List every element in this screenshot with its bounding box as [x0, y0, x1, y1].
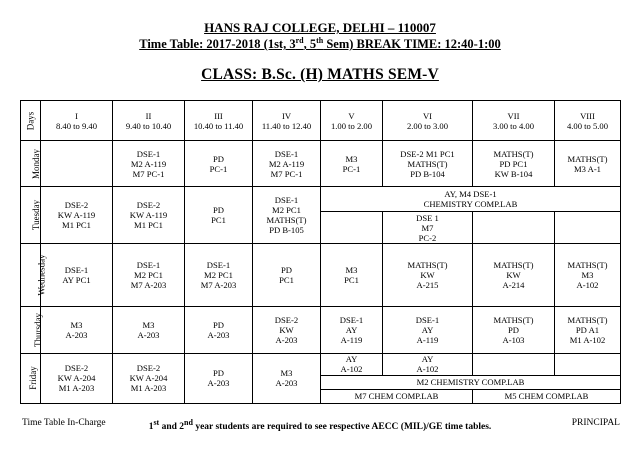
timetable-header: Time Table: 2017-2018 (1st, 3rd, 5th Sem) BREAK TIME: 12:40-1:00	[139, 36, 501, 52]
class-title: CLASS: B.Sc. (H) MATHS SEM-V	[201, 66, 439, 83]
schedule-cell: MATHS(T) M3 A-1	[555, 141, 621, 187]
day-thursday: Thursday	[21, 306, 41, 353]
schedule-cell: DSE-2 KW A-204 M1 A-203	[41, 353, 113, 403]
schedule-cell: DSE-2 KW A-119 M1 PC1	[113, 187, 185, 244]
period-header: III 10.40 to 11.40	[185, 101, 253, 141]
days-header: Days	[21, 101, 41, 141]
schedule-cell: DSE 1 M7 PC-2	[383, 212, 473, 244]
schedule-cell: PD PC1	[185, 187, 253, 244]
schedule-cell: DSE-2 KW A-119 M1 PC1	[41, 187, 113, 244]
wednesday-row	[21, 244, 621, 306]
schedule-cell: MATHS(T) PD A1 M1 A-102	[555, 306, 621, 353]
schedule-cell: M3 A-203	[113, 306, 185, 353]
day-monday: Monday	[21, 141, 41, 187]
schedule-cell	[41, 141, 113, 187]
period-header: I 8.40 to 9.40	[41, 101, 113, 141]
schedule-cell: MATHS(T) PD A-103	[473, 306, 555, 353]
schedule-cell: MATHS(T) M3 A-102	[555, 244, 621, 306]
period-header: VIII 4.00 to 5.00	[555, 101, 621, 141]
thursday-row	[21, 306, 621, 353]
period-header: VII 3.00 to 4.00	[473, 101, 555, 141]
day-tuesday: Tuesday	[21, 187, 41, 244]
schedule-cell: DSE-1 AY A-119	[321, 306, 383, 353]
day-wednesday: Wednesday	[21, 244, 41, 306]
schedule-cell: MATHS(T) PD PC1 KW B-104	[473, 141, 555, 187]
schedule-cell: DSE-1 AY PC1	[41, 244, 113, 306]
footer-note: 1st and 2nd year students are required to see respective AECC (MIL)/GE time tables.	[148, 418, 492, 433]
friday-row	[21, 353, 621, 375]
schedule-cell: DSE-1 M2 A-119 M7 PC-1	[113, 141, 185, 187]
schedule-cell: PD A-203	[185, 306, 253, 353]
college-title: HANS RAJ COLLEGE, DELHI – 110007	[204, 20, 436, 35]
schedule-cell: PD A-203	[185, 353, 253, 403]
header-row	[21, 101, 621, 141]
lab-cell: M2 CHEMISTRY COMP.LAB	[321, 375, 621, 389]
schedule-cell: M3 A-203	[41, 306, 113, 353]
schedule-cell: DSE-1 M2 A-119 M7 PC-1	[253, 141, 321, 187]
schedule-cell: DSE-2 M1 PC1 MATHS(T) PD B-104	[383, 141, 473, 187]
schedule-cell: PD PC-1	[185, 141, 253, 187]
lab-cell: AY, M4 DSE-1 CHEMISTRY COMP.LAB	[321, 187, 621, 212]
schedule-cell: DSE-1 M2 PC1 M7 A-203	[113, 244, 185, 306]
schedule-cell: DSE-1 AY A-119	[383, 306, 473, 353]
schedule-cell: DSE-2 KW A-203	[253, 306, 321, 353]
schedule-cell: PD PC1	[253, 244, 321, 306]
schedule-cell: AY A-102	[321, 353, 383, 375]
principal-signature: PRINCIPAL	[571, 418, 620, 428]
schedule-cell: DSE-2 KW A-204 M1 A-203	[113, 353, 185, 403]
schedule-cell: DSE-1 M2 PC1 MATHS(T) PD B-105	[253, 187, 321, 244]
period-header: VI 2.00 to 3.00	[383, 101, 473, 141]
tuesday-row	[21, 187, 621, 212]
schedule-cell	[555, 212, 621, 244]
schedule-cell	[473, 353, 555, 375]
schedule-cell: DSE-1 M2 PC1 M7 A-203	[185, 244, 253, 306]
incharge-signature: Time Table In-Charge	[22, 418, 106, 428]
schedule-cell: MATHS(T) KW A-214	[473, 244, 555, 306]
day-friday: Friday	[21, 353, 41, 403]
schedule-cell: M3 PC-1	[321, 141, 383, 187]
schedule-cell	[321, 212, 383, 244]
schedule-cell	[555, 353, 621, 375]
schedule-cell: M3 A-203	[253, 353, 321, 403]
schedule-cell: AY A-102	[383, 353, 473, 375]
lab-cell: M5 CHEM COMP.LAB	[473, 389, 621, 403]
monday-row	[21, 141, 621, 187]
schedule-cell: MATHS(T) KW A-215	[383, 244, 473, 306]
timetable	[20, 100, 621, 404]
period-header: V 1.00 to 2.00	[321, 101, 383, 141]
period-header: II 9.40 to 10.40	[113, 101, 185, 141]
period-header: IV 11.40 to 12.40	[253, 101, 321, 141]
lab-cell: M7 CHEM COMP.LAB	[321, 389, 473, 403]
schedule-cell	[473, 212, 555, 244]
schedule-cell: M3 PC1	[321, 244, 383, 306]
